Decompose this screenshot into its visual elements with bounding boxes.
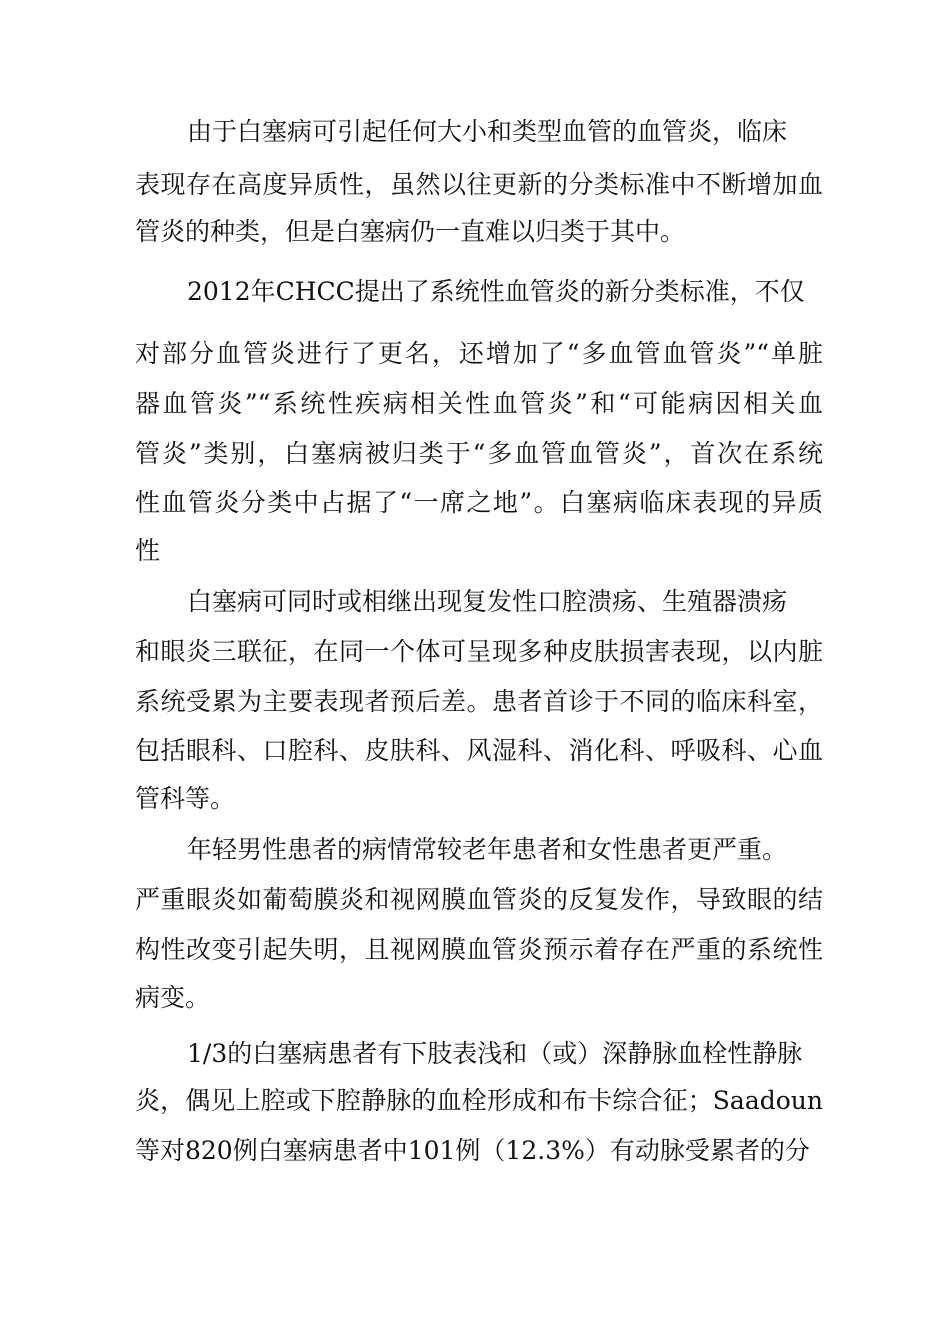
paragraph-3-line-1: 对部分血管炎进行了更名，还增加了“多血管血管炎”“单脏: [135, 339, 823, 368]
text-line: [0, 779, 950, 819]
paragraph-6-line-1: 1/3的白塞病患者有下肢表浅和（或）深静脉血栓性静脉: [187, 1039, 803, 1068]
text-line: [0, 212, 950, 252]
text-line: [0, 582, 950, 622]
text-line: [0, 1081, 950, 1121]
text-line: [0, 334, 950, 374]
text-line: [0, 1034, 950, 1074]
text-line: [0, 531, 950, 571]
text-line: [0, 384, 950, 424]
paragraph-3-line-3: 管炎”类别，白塞病被归类于“多血管血管炎”，首次在系统: [135, 439, 823, 468]
paragraph-4-line-2: 和眼炎三联征，在同一个体可呈现多种皮肤损害表现，以内脏: [135, 637, 823, 666]
paragraph-1-line-1: 由于白塞病可引起任何大小和类型血管的血管炎，临床: [187, 117, 788, 146]
text-line: [0, 165, 950, 205]
text-line: [0, 682, 950, 722]
text-line: [0, 880, 950, 920]
text-line: [0, 1131, 950, 1171]
text-line: [0, 483, 950, 523]
paragraph-5-line-4: 病变。: [135, 983, 211, 1012]
paragraph-4-line-4: 包括眼科、口腔科、皮肤科、风湿科、消化科、呼吸科、心血: [135, 736, 823, 765]
text-line: [0, 930, 950, 970]
paragraph-5-line-1: 年轻男性患者的病情常较老年患者和女性患者更严重。: [187, 835, 788, 864]
paragraph-6-line-3: 等对820例白塞病患者中101例（12.3%）有动脉受累者的分: [135, 1136, 810, 1165]
paragraph-3-line-5: 性: [135, 536, 161, 565]
text-line: [0, 434, 950, 474]
paragraph-6-line-2: 炎，偶见上腔或下腔静脉的血栓形成和布卡综合征；Saadoun: [135, 1086, 823, 1115]
text-line: [0, 632, 950, 672]
paragraph-5-line-2: 严重眼炎如葡萄膜炎和视网膜血管炎的反复发作，导致眼的结: [135, 885, 823, 914]
paragraph-2-line-1: 2012年CHCC提出了系统性血管炎的新分类标准，不仅: [187, 277, 805, 306]
paragraph-4-line-5: 管科等。: [135, 784, 236, 813]
paragraph-1-line-2: 表现存在高度异质性，虽然以往更新的分类标准中不断增加血: [135, 170, 823, 199]
paragraph-1-line-3: 管炎的种类，但是白塞病仍一直难以归类于其中。: [135, 217, 686, 246]
text-line: [0, 731, 950, 771]
text-line: [0, 112, 950, 152]
paragraph-3-line-4: 性血管炎分类中占据了“一席之地”。白塞病临床表现的异质: [135, 488, 823, 517]
paragraph-3-line-2: 器血管炎”“系统性疾病相关性血管炎”和“可能病因相关血: [135, 389, 823, 418]
paragraph-4-line-1: 白塞病可同时或相继出现复发性口腔溃疡、生殖器溃疡: [187, 587, 788, 616]
text-line: [0, 272, 950, 312]
text-line: [0, 830, 950, 870]
text-line: [0, 978, 950, 1018]
paragraph-4-line-3: 系统受累为主要表现者预后差。患者首诊于不同的临床科室，: [135, 687, 823, 716]
paragraph-5-line-3: 构性改变引起失明，且视网膜血管炎预示着存在严重的系统性: [135, 935, 823, 964]
